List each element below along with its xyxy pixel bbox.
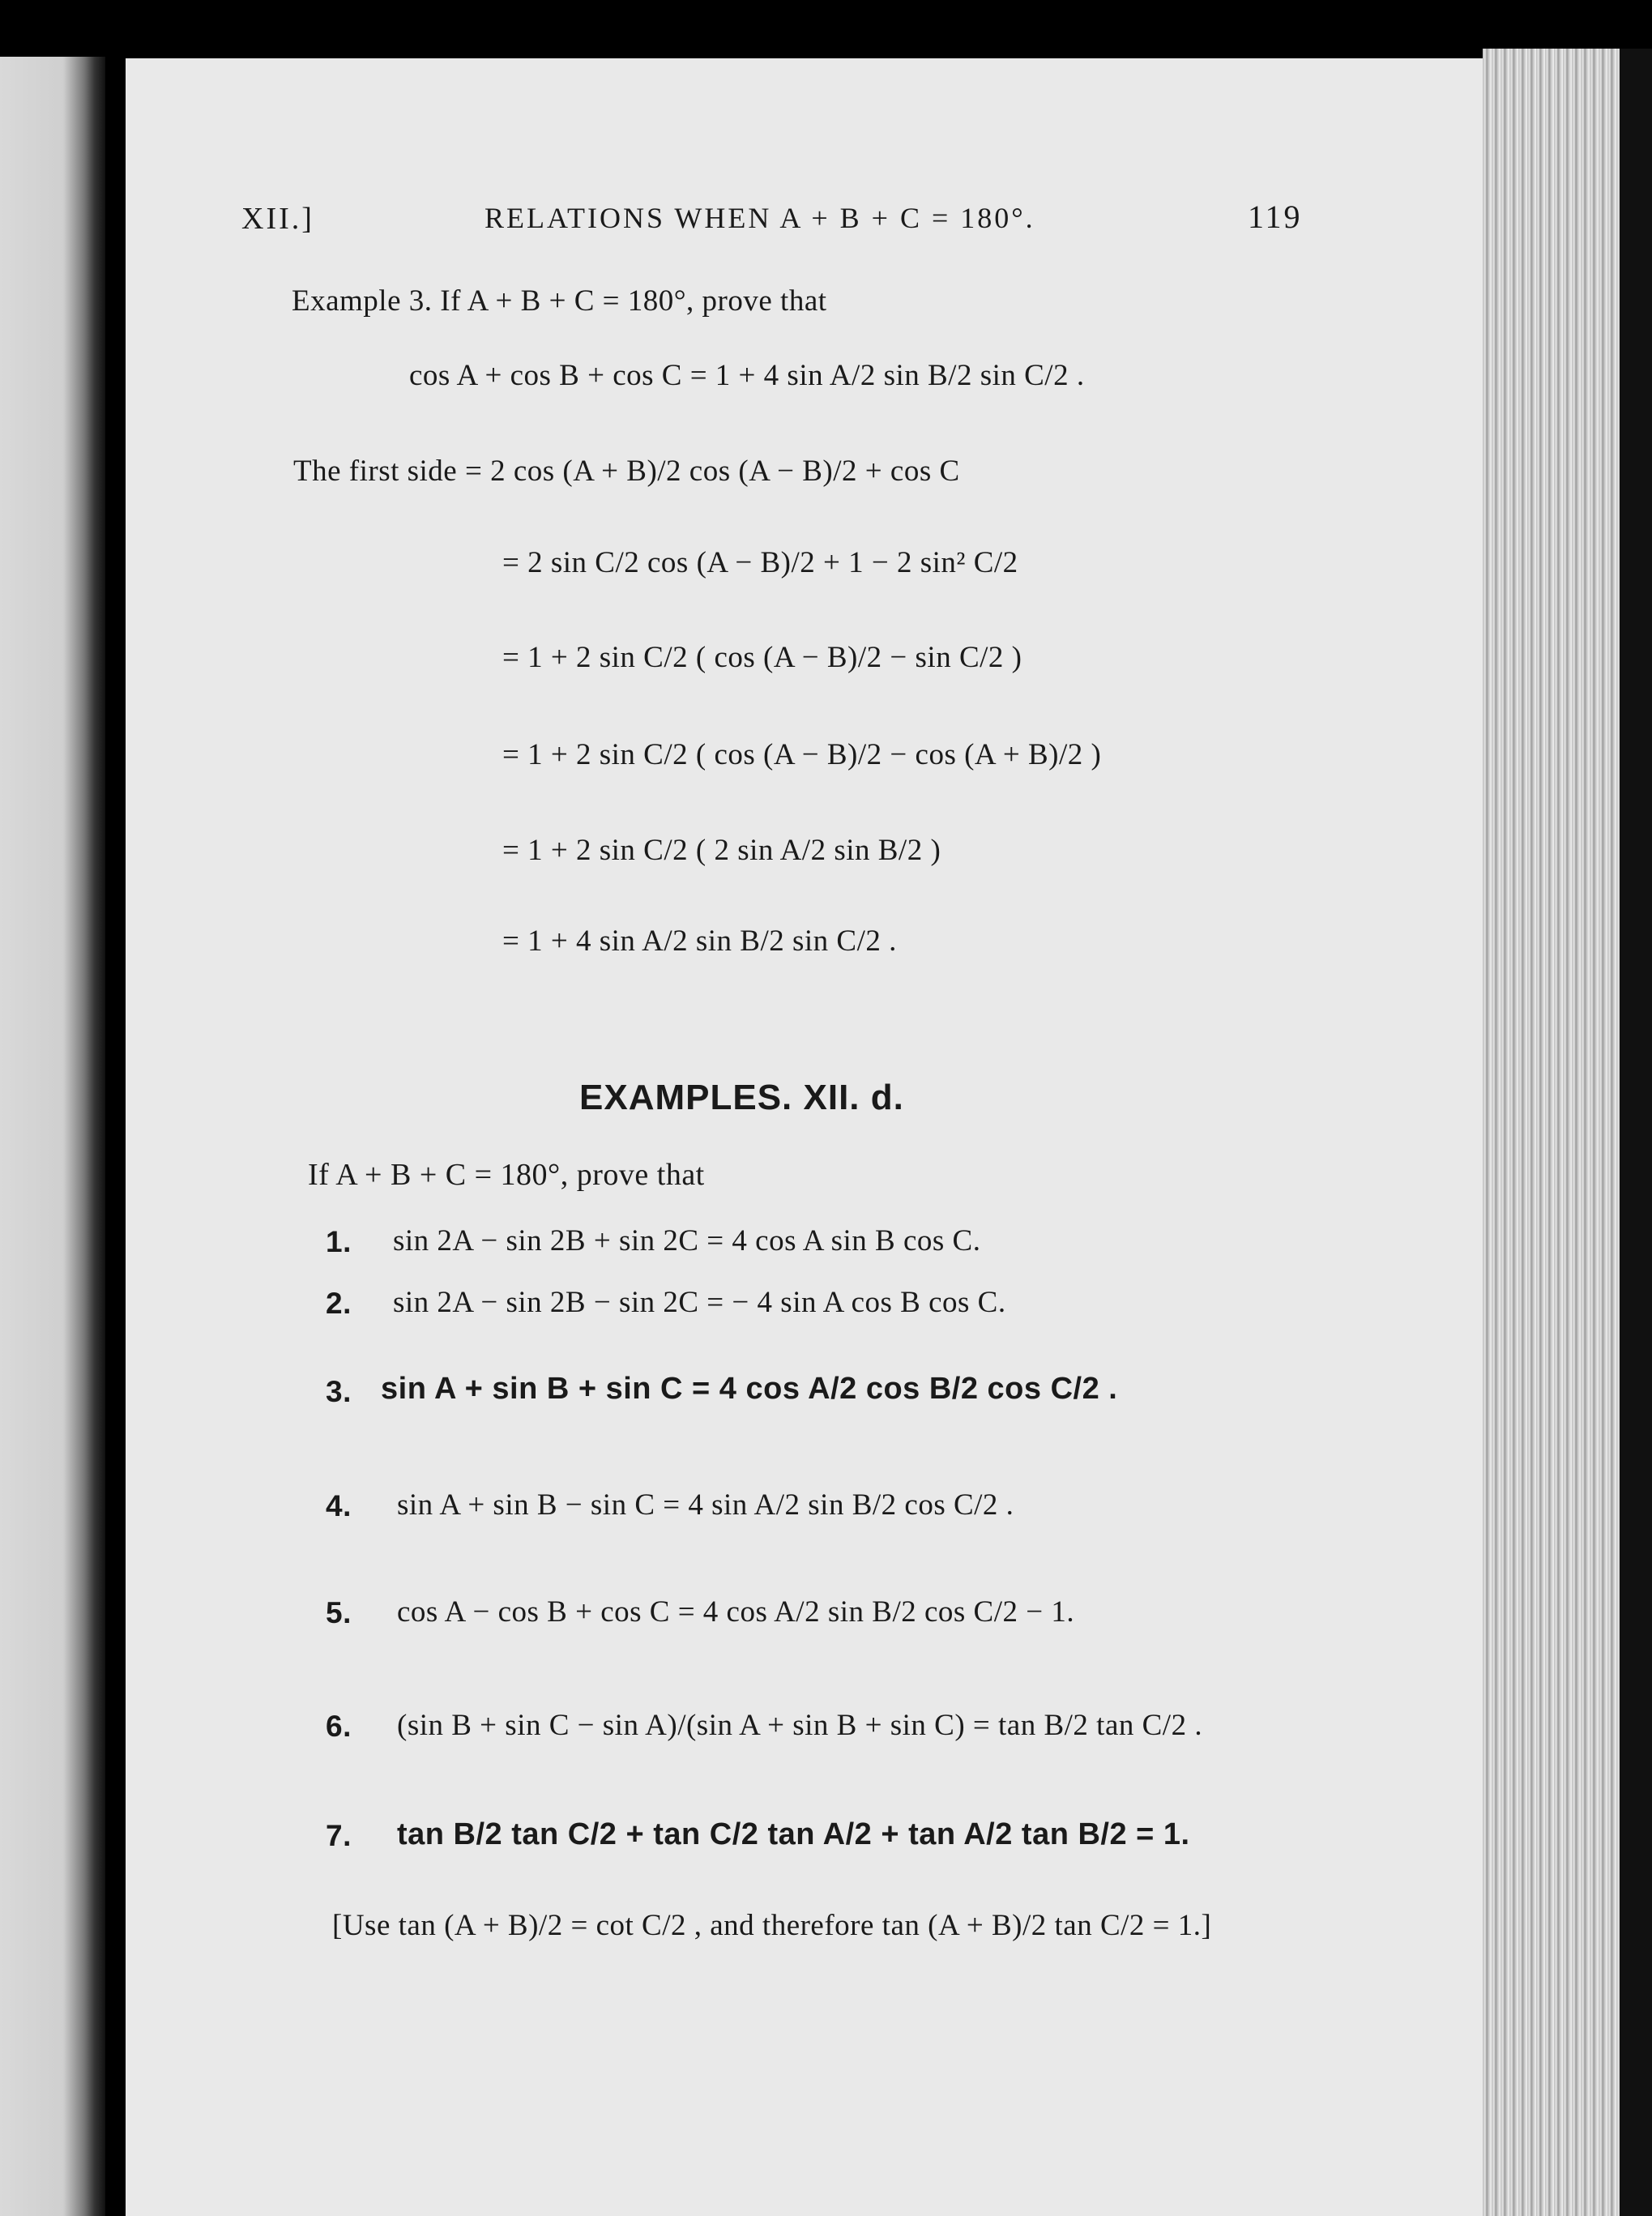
left-page-spine [0, 57, 105, 2216]
exercise-number: 6. [326, 1710, 352, 1743]
exercise-text: sin 2A − sin 2B − sin 2C = − 4 sin A cos B cos C. [393, 1286, 1006, 1319]
proof-step-1: The first side = 2 cos (A + B)/2 cos (A − B)/2 + cos C [293, 455, 960, 488]
example-statement: cos A + cos B + cos C = 1 + 4 sin A/2 sin B/2 sin C/2 . [409, 359, 1085, 392]
exercise-number: 4. [326, 1489, 352, 1522]
exercise-text: sin A + sin B − sin C = 4 sin A/2 sin B/2 cos C/2 . [397, 1488, 1014, 1522]
exercise-hint: [Use tan (A + B)/2 = cot C/2 , and therefore tan (A + B)/2 tan C/2 = 1.] [332, 1909, 1212, 1942]
exercise-text: sin A + sin B + sin C = 4 cos A/2 cos B/2 cos C/2 . [381, 1372, 1118, 1406]
example-intro: Example 3. If A + B + C = 180°, prove that [292, 284, 827, 318]
proof-step-6: = 1 + 4 sin A/2 sin B/2 sin C/2 . [502, 924, 897, 958]
proof-step-2: = 2 sin C/2 cos (A − B)/2 + 1 − 2 sin² C/2 [502, 546, 1018, 579]
exercise-text: sin 2A − sin 2B + sin 2C = 4 cos A sin B cos C. [393, 1224, 981, 1257]
running-title: RELATIONS WHEN A + B + C = 180°. [485, 202, 1035, 234]
exercise-text: (sin B + sin C − sin A)/(sin A + sin B + sin C) = tan B/2 tan C/2 . [397, 1709, 1203, 1742]
exercises-heading: EXAMPLES. XII. d. [579, 1078, 904, 1117]
page-number: 119 [1248, 199, 1303, 235]
exercise-number: 5. [326, 1596, 352, 1629]
page-edges [1483, 49, 1652, 2216]
exercise-number: 3. [326, 1375, 352, 1408]
exercise-text: cos A − cos B + cos C = 4 cos A/2 sin B/2 cos C/2 − 1. [397, 1595, 1075, 1629]
proof-step-3: = 1 + 2 sin C/2 ( cos (A − B)/2 − sin C/2 ) [502, 641, 1022, 674]
proof-step-5: = 1 + 2 sin C/2 ( 2 sin A/2 sin B/2 ) [502, 834, 941, 867]
exercise-number: 1. [326, 1225, 352, 1258]
proof-step-4: = 1 + 2 sin C/2 ( cos (A − B)/2 − cos (A + B)/2 ) [502, 738, 1102, 771]
exercise-text: tan B/2 tan C/2 + tan C/2 tan A/2 + tan A/2 tan B/2 = 1. [397, 1817, 1190, 1851]
chapter-label: XII.] [241, 202, 314, 236]
exercises-intro: If A + B + C = 180°, prove that [308, 1158, 705, 1192]
exercise-number: 7. [326, 1819, 352, 1852]
exercise-number: 2. [326, 1287, 352, 1320]
